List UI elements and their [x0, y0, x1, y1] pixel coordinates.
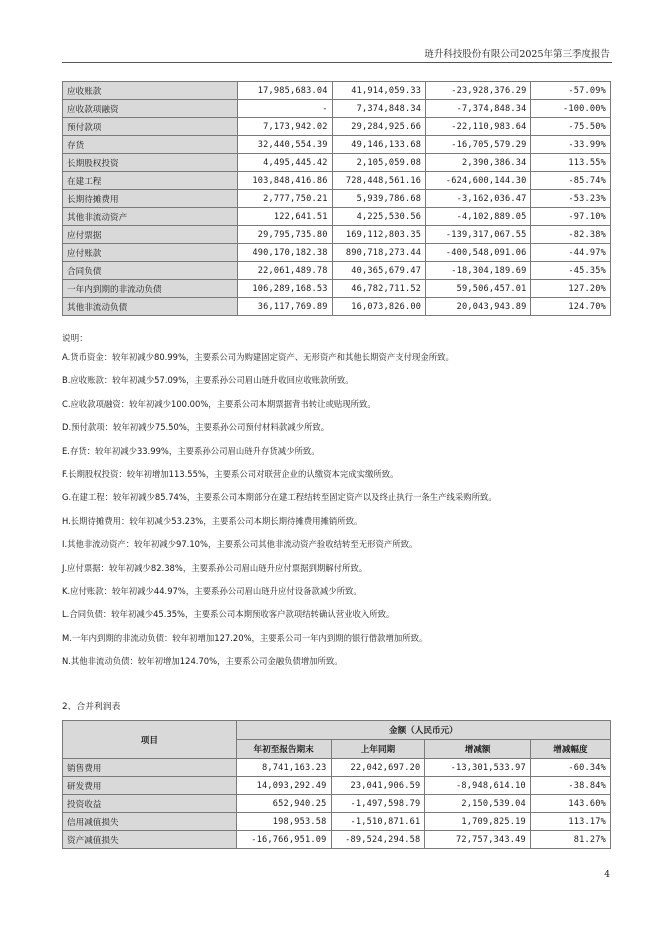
table-row — [63, 208, 611, 226]
cell-prev: 41,914,059.33 — [332, 82, 425, 100]
cell-diff: 1,709,825.19 — [425, 813, 531, 831]
income-section-title: 2、合并利润表 — [62, 702, 121, 712]
row-label: 销售费用 — [63, 759, 237, 777]
cell-diff: -139,317,067.55 — [426, 226, 531, 244]
cell-diff: 20,043,943.89 — [426, 298, 531, 316]
cell-prev: 40,365,679.47 — [332, 262, 425, 280]
cell-prev: 4,225,530.56 — [332, 208, 425, 226]
row-label: 研发费用 — [63, 777, 237, 795]
cell-cur: 652,940.25 — [236, 795, 331, 813]
cell-cur: 36,117,769.89 — [238, 298, 332, 316]
note-item: I.其他非流动资产：较年初减少97.10%，主要系公司其他非流动资产验收结转至无形资产所致。 — [62, 539, 418, 550]
cell-cur: 29,795,735.80 — [238, 226, 332, 244]
row-label: 合同负债 — [63, 262, 238, 280]
row-label: 预付款项 — [63, 118, 238, 136]
row-label: 在建工程 — [63, 172, 238, 190]
cell-cur: 106,289,168.53 — [238, 280, 332, 298]
note-item: L.合同负债：较年初减少45.35%，主要系公司本期预收客户款项结转确认营业收入所致。 — [62, 609, 395, 620]
cell-cur: 22,061,489.78 — [238, 262, 332, 280]
table-header-row — [63, 721, 611, 740]
cell-cur: 32,440,554.39 — [238, 136, 332, 154]
table-row — [63, 831, 611, 849]
cell-diff: -400,548,091.06 — [426, 244, 531, 262]
row-label: 一年内到期的非流动负债 — [63, 280, 238, 298]
cell-pct: 113.55% — [531, 154, 611, 172]
cell-pct: -100.00% — [531, 100, 611, 118]
table-row — [63, 759, 611, 777]
cell-cur: -16,766,951.09 — [236, 831, 331, 849]
table-row — [63, 298, 611, 316]
cell-diff: -3,162,036.47 — [426, 190, 531, 208]
cell-diff: -16,705,579.29 — [426, 136, 531, 154]
cell-cur: 17,985,683.04 — [238, 82, 332, 100]
table-row — [63, 813, 611, 831]
note-item: J.应付票据：较年初减少82.38%，主要系孙公司眉山琏升应付票据到期解付所致。 — [62, 562, 368, 573]
cell-pct: -33.99% — [531, 136, 611, 154]
row-label: 其他非流动负债 — [63, 298, 238, 316]
row-label: 应付账款 — [63, 244, 238, 262]
table-row — [63, 136, 611, 154]
income-change-table — [62, 720, 611, 849]
cell-pct: 81.27% — [530, 831, 610, 849]
cell-diff: -624,600,144.30 — [426, 172, 531, 190]
cell-diff: -22,110,983.64 — [426, 118, 531, 136]
cell-cur: 4,495,445.42 — [238, 154, 332, 172]
header-divider — [62, 62, 612, 63]
table-row — [63, 795, 611, 813]
cell-pct: -75.50% — [531, 118, 611, 136]
cell-pct: 127.20% — [531, 280, 611, 298]
table-row — [63, 226, 611, 244]
table-row — [63, 82, 611, 100]
row-label: 投资收益 — [63, 795, 237, 813]
table-row — [63, 154, 611, 172]
row-label: 应付票据 — [63, 226, 238, 244]
cell-prev: -1,510,871.61 — [331, 813, 425, 831]
header-previous: 上年同期 — [331, 740, 425, 759]
row-label: 存货 — [63, 136, 238, 154]
cell-pct: -82.38% — [531, 226, 611, 244]
note-item: K.应付账款：较年初减少44.97%，主要系孙公司眉山琏升应付设备款减少所致。 — [62, 585, 362, 596]
note-item: E.存货：较年初减少33.99%，主要系孙公司眉山琏升存货减少所致。 — [62, 445, 320, 456]
cell-prev: 728,448,561.16 — [332, 172, 425, 190]
cell-cur: 122,641.51 — [238, 208, 332, 226]
cell-cur: 2,777,750.21 — [238, 190, 332, 208]
cell-pct: -38.84% — [530, 777, 610, 795]
note-item: D.预付款项：较年初减少75.50%，主要系孙公司预付材料款减少所致。 — [62, 422, 330, 433]
row-label: 长期股权投资 — [63, 154, 238, 172]
note-item: G.在建工程：较年初减少85.74%，主要系公司本期部分在建工程结转至固定资产以及终止执行一条生产线采购所致。 — [62, 492, 497, 503]
cell-prev: 16,073,826.00 — [332, 298, 425, 316]
cell-diff: 2,150,539.04 — [425, 795, 531, 813]
cell-prev: -89,524,294.58 — [331, 831, 425, 849]
note-item: A.货币资金：较年初减少80.99%，主要系公司为购建固定资产、无形资产和其他长期资产支付现金所致。 — [62, 352, 454, 362]
cell-diff: -4,102,889.05 — [426, 208, 531, 226]
table-row — [63, 280, 611, 298]
cell-diff: 59,506,457.01 — [426, 280, 531, 298]
header-item: 项目 — [63, 721, 237, 759]
cell-cur: 198,953.58 — [236, 813, 331, 831]
cell-prev: 7,374,848.34 — [332, 100, 425, 118]
cell-diff: -18,304,189.69 — [426, 262, 531, 280]
table-row — [63, 100, 611, 118]
cell-pct: -44.97% — [531, 244, 611, 262]
table-row — [63, 777, 611, 795]
cell-prev: 22,042,697.20 — [331, 759, 425, 777]
cell-diff: -8,948,614.10 — [425, 777, 531, 795]
table-row — [63, 172, 611, 190]
table-row — [63, 118, 611, 136]
cell-pct: 124.70% — [531, 298, 611, 316]
cell-pct: -53.23% — [531, 190, 611, 208]
cell-pct: -57.09% — [531, 82, 611, 100]
notes-section — [62, 333, 622, 678]
balance-change-table — [62, 81, 611, 316]
page-number: 4 — [604, 870, 610, 880]
header-change-pct: 增减幅度 — [530, 740, 610, 759]
cell-cur: 103,848,416.86 — [238, 172, 332, 190]
cell-prev: 2,105,059.08 — [332, 154, 425, 172]
row-label: 信用减值损失 — [63, 813, 237, 831]
note-item: H.长期待摊费用：较年初减少53.23%，主要系公司本期长期待摊费用摊销所致。 — [62, 515, 363, 526]
cell-cur: - — [238, 100, 332, 118]
note-item: B.应收账款：较年初减少57.09%，主要系孙公司眉山琏升收回应收账款所致。 — [62, 375, 354, 386]
cell-cur: 490,170,182.38 — [238, 244, 332, 262]
note-item: F.长期股权投资：较年初增加113.55%，主要系公司对联营企业的认缴资本完成实缴所致。 — [62, 468, 399, 479]
table-row — [63, 244, 611, 262]
cell-pct: 143.60% — [530, 795, 610, 813]
row-label: 资产减值损失 — [63, 831, 237, 849]
notes-title: 说明： — [62, 334, 88, 344]
note-item: C.应收款项融资：较年初减少100.00%，主要系公司本期票据背书转让或贴现所致。 — [62, 398, 376, 409]
header-amount-group: 金额（人民币元） — [236, 721, 610, 740]
cell-pct: 113.17% — [530, 813, 610, 831]
note-item: M.一年内到期的非流动负债：较年初增加127.20%，主要系公司一年内到期的银行借款增加所致。 — [62, 632, 428, 643]
cell-prev: -1,497,598.79 — [331, 795, 425, 813]
cell-prev: 23,041,906.59 — [331, 777, 425, 795]
cell-prev: 5,939,786.68 — [332, 190, 425, 208]
table-row — [63, 262, 611, 280]
cell-diff: -7,374,848.34 — [426, 100, 531, 118]
cell-prev: 890,718,273.44 — [332, 244, 425, 262]
header-current: 年初至报告期末 — [236, 740, 331, 759]
cell-pct: -45.35% — [531, 262, 611, 280]
table-row — [63, 190, 611, 208]
cell-pct: -60.34% — [530, 759, 610, 777]
cell-pct: -97.10% — [531, 208, 611, 226]
row-label: 应收账款 — [63, 82, 238, 100]
cell-prev: 46,782,711.52 — [332, 280, 425, 298]
cell-cur: 7,173,942.02 — [238, 118, 332, 136]
cell-diff: 72,757,343.49 — [425, 831, 531, 849]
cell-diff: 2,390,386.34 — [426, 154, 531, 172]
row-label: 应收款项融资 — [63, 100, 238, 118]
notes-list — [62, 351, 622, 678]
row-label: 其他非流动资产 — [63, 208, 238, 226]
cell-pct: -85.74% — [531, 172, 611, 190]
cell-prev: 169,112,803.35 — [332, 226, 425, 244]
cell-prev: 29,284,925.66 — [332, 118, 425, 136]
cell-diff: -13,301,533.97 — [425, 759, 531, 777]
cell-cur: 8,741,163.23 — [236, 759, 331, 777]
row-label: 长期待摊费用 — [63, 190, 238, 208]
cell-prev: 49,146,133.68 — [332, 136, 425, 154]
cell-cur: 14,093,292.49 — [236, 777, 331, 795]
cell-diff: -23,928,376.29 — [426, 82, 531, 100]
header-change: 增减额 — [425, 740, 531, 759]
note-item: N.其他非流动负债：较年初增加124.70%，主要系公司金融负债增加所致。 — [62, 656, 343, 667]
report-header: 琏升科技股份有限公司2025年第三季度报告 — [424, 49, 610, 60]
